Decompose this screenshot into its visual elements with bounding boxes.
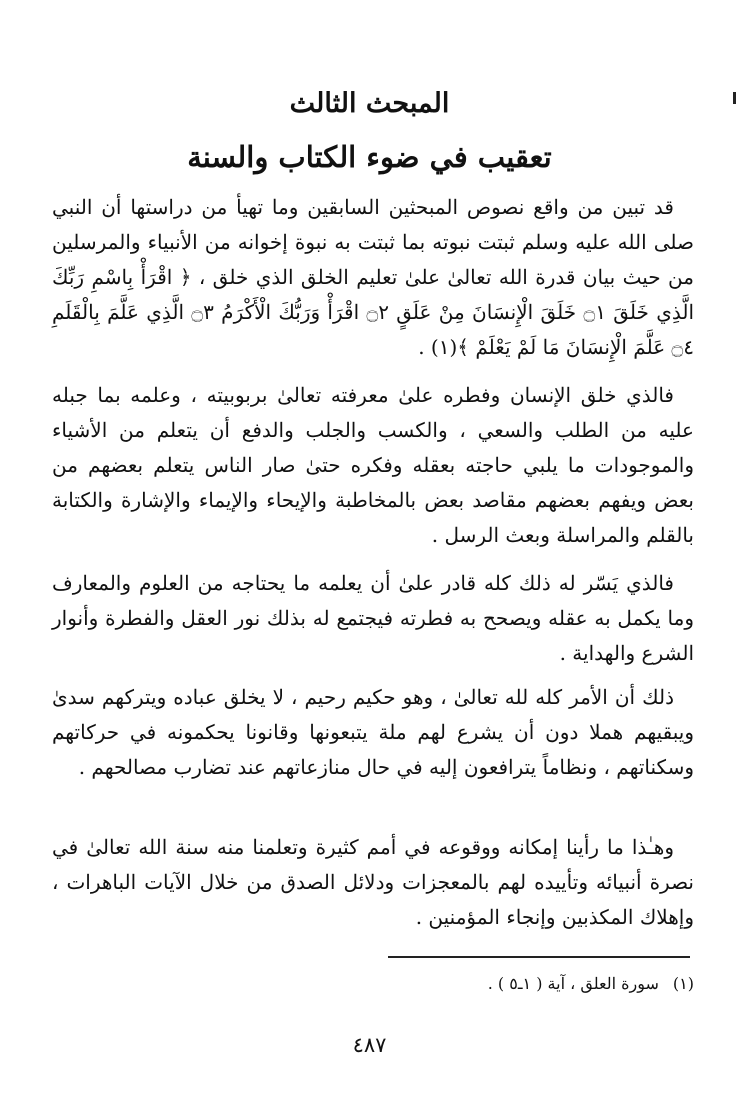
paragraph-1 bbox=[52, 190, 694, 365]
paragraph-2 bbox=[52, 378, 694, 553]
paragraph-4 bbox=[52, 680, 694, 785]
section-title: المبحث الثالث bbox=[289, 88, 450, 119]
paragraph-5 bbox=[52, 830, 694, 935]
footnote bbox=[52, 972, 694, 996]
paragraph-text: قد تبين من واقع نصوص المبحثين السابقين وما تهيأ من دراستها أن النبي صلى الله عليه وسلم ثبتت نبوته بما ثبتت به نبوة إخوانه من الأنبياء والمرسلين من حيث بيان قدرة الله تعالىٰ علىٰ تعليم الخلق الذي خلق ، ﴿ اقْرَأْ بِاسْمِ رَبِّكَ الَّذِي خَلَقَ ۝١ خَلَقَ الْإِنسَانَ مِنْ عَلَقٍ ۝٢ اقْرَأْ وَرَبُّكَ الْأَكْرَمُ ۝٣ الَّذِي عَلَّمَ بِالْقَلَمِ ۝٤ عَلَّمَ الْإِنسَانَ مَا لَمْ يَعْلَمْ ﴾(١) . bbox=[52, 195, 695, 359]
footnote-number: (١) bbox=[672, 974, 694, 993]
paragraph-text: فالذي يَسّر له ذلك كله قادر علىٰ أن يعلمه ما يحتاجه من العلوم والمعارف وما يكمل به عقله ويصحح به فطرته فيجتمع له بذلك نور العقل والفطرة وأنوار الشرع والهداية . bbox=[52, 571, 694, 665]
page-number: ٤٨٧ bbox=[352, 1033, 387, 1057]
paragraph-text: ذلك أن الأمر كله لله تعالىٰ ، وهو حكيم رحيم ، لا يخلق عباده ويتركهم سدىٰ ويبقيهم هملا دون أن يشرع لهم ملة يتبعونها وقانونا يحكمونه في حركاتهم وسكناتهم ، ونظاماً يترافعون إليه في حال منازعاتهم عند تضارب مصالحهم . bbox=[52, 685, 694, 779]
footnote-text: سورة العلق ، آية ( ١ـ٥ ) . bbox=[487, 974, 659, 993]
paragraph-text: فالذي خلق الإنسان وفطره علىٰ معرفته تعالىٰ بربوبيته ، وعلمه بما جبله عليه من الطلب والسعي ، والكسب والجلب والدفع أن يتعلم من الأشياء والموجودات ما يلبي حاجته بعقله وفكره حتىٰ صار الناس يتعلم بعضهم من بعض ويفهم بعضهم مقاصد بعض بالمخاطبة والإيحاء والإيماء والإشارة والكتابة بالقلم والمراسلة وبعث الرسل . bbox=[52, 383, 695, 547]
paragraph-text: وهـٰذا ما رأينا إمكانه ووقوعه في أمم كثيرة وتعلمنا منه سنة الله تعالىٰ في نصرة أنبيائه وتأييده لهم بالمعجزات ودلائل الصدق من خلال الآيات الباهرات ، وإهلاك المكذبين وإنجاء المؤمنين . bbox=[52, 835, 694, 929]
main-title: تعقيب في ضوء الكتاب والسنة bbox=[187, 140, 552, 174]
paragraph-3 bbox=[52, 566, 694, 671]
footnote-divider bbox=[388, 956, 690, 958]
